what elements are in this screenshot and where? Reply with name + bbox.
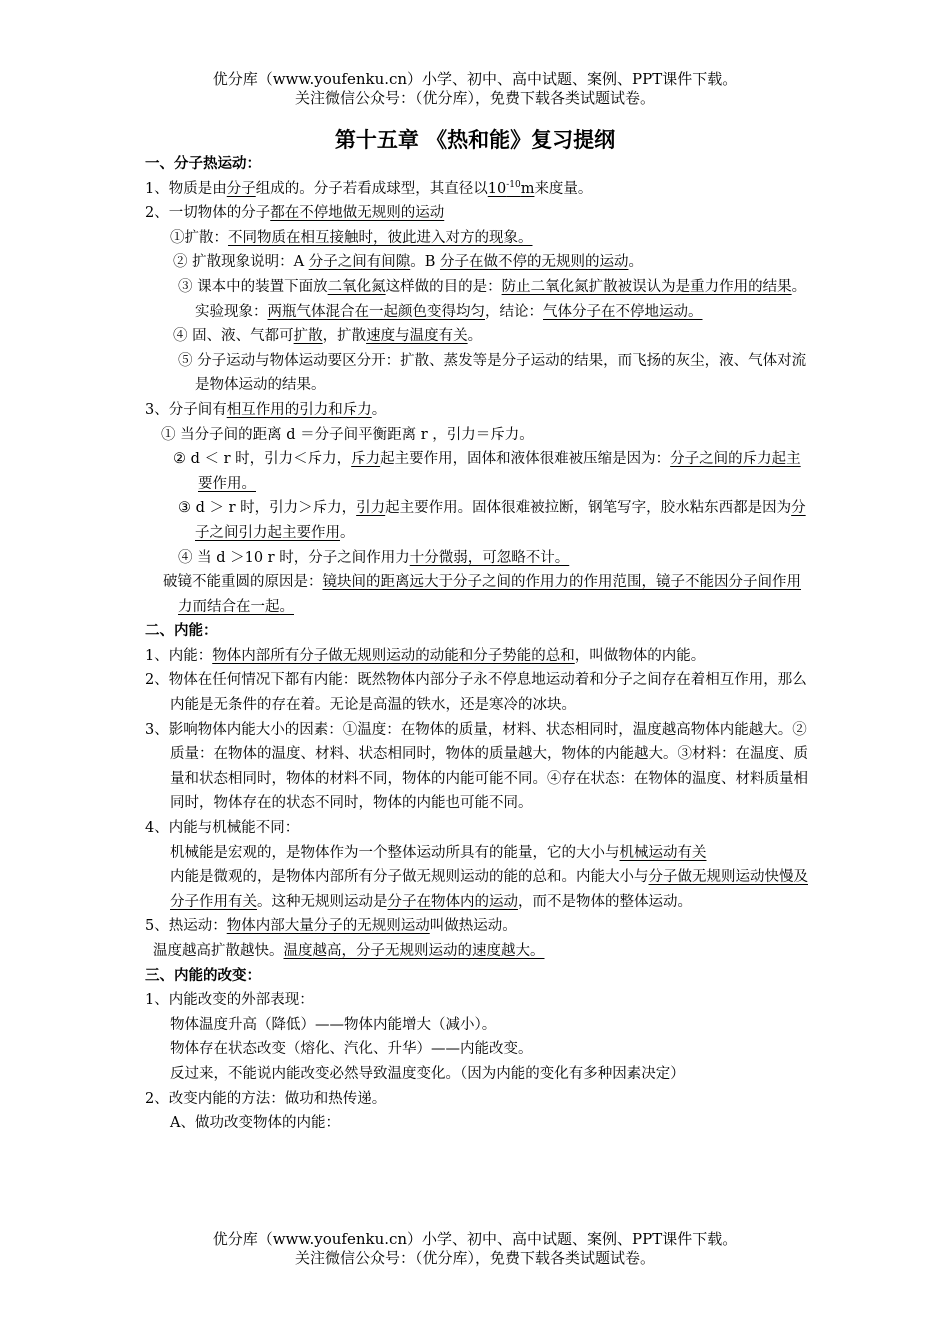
text: ④ 固、液、气都可 [173, 328, 294, 345]
text: ⑤ 分子运动与物体运动要区分开：扩散、蒸发等是分子运动的结果，而飞扬的灰尘，液、气体对流是物体运动的结果。 [178, 352, 807, 394]
paragraph [145, 914, 810, 939]
text: ③ d ＞ r 时，引力＞斥力， [178, 500, 357, 517]
text: 。B [410, 254, 440, 271]
paragraph [145, 275, 810, 324]
underlined-text [488, 181, 535, 197]
text: ，结论： [485, 303, 543, 320]
paragraph: 物体存在状态改变（熔化、汽化、升华）——内能改变。 [170, 1041, 533, 1058]
document-body [145, 152, 810, 1136]
underlined-text: 分子之间的斥力起主要作用。 [198, 451, 801, 492]
paragraph [145, 447, 810, 496]
paragraph [145, 324, 810, 349]
text: ④ 当 d ＞10 r 时，分子之间作用力 [178, 549, 410, 566]
text: 1、内能： [145, 647, 213, 664]
text: 机械能是宏观的，是物体作为一个整体运动所具有的能量，它的大小与 [170, 844, 620, 861]
text: ，而不是物体的整体运动。 [518, 893, 692, 910]
text: 内能是微观的，是物体内部所有分子做无规则运动的能的总和。内能大小与 [170, 869, 649, 886]
paragraph: 反过来，不能说内能改变必然导致温度变化。（因为内能的变化有多种因素决定） [170, 1065, 685, 1082]
underlined-text: 分子做无规则运动快慢及分子作用有关 [170, 869, 808, 910]
paragraph [145, 496, 810, 545]
paragraph: 1、内能改变的外部表现： [145, 992, 314, 1009]
paragraph [145, 177, 810, 202]
text: 起主要作用。固体很难被拉断，钢笔写字，胶水粘东西都是因为 [385, 500, 792, 517]
underlined-text: 物体内部大量分子的无规则运动 [226, 918, 430, 935]
footer-line-2: 关注微信公众号：（优分库），免费下载各类试题试卷。 [294, 1249, 655, 1267]
paragraph [145, 841, 810, 866]
text: ，扩散 [322, 328, 367, 345]
text: 。 [628, 254, 643, 271]
paragraph [145, 250, 810, 275]
underlined-text: 机械运动有关 [619, 844, 707, 861]
paragraph [145, 570, 810, 619]
underlined-text: 速度与温度有关 [366, 328, 468, 345]
paragraph [145, 349, 810, 398]
paragraph [145, 201, 810, 226]
text: 。这种无规则运动是 [257, 893, 388, 910]
header-line-1: 优分库（www.youfenku.cn）小学、初中、高中试题、案例、PPT课件下载。 [212, 70, 738, 88]
underlined-text: 分子之间有间隙 [308, 254, 411, 271]
page-header [0, 70, 950, 108]
paragraph: 物体温度升高（降低）——物体内能增大（减小）。 [170, 1016, 497, 1033]
text: 组成的。分子若看成球型，其直径以 [255, 180, 488, 197]
underlined-text: 分子 [226, 180, 256, 197]
underlined-text: 都在不停地做无规则的运动 [270, 205, 445, 222]
paragraph [145, 398, 810, 423]
text: 3、分子间有 [145, 401, 227, 418]
paragraph [145, 816, 810, 841]
text: 起主要作用，固体和液体很难被压缩是因为： [380, 451, 671, 468]
paragraph [145, 644, 810, 669]
underlined-text: 斥力 [351, 451, 381, 468]
text: ① 当分子间的距离 d ＝分子间平衡距离 r ，引力＝斥力。 [161, 426, 534, 443]
text: 温度越高扩散越快。 [153, 943, 284, 959]
underlined-text: 相互作用的引力和斥力 [226, 401, 372, 418]
text: 来度量。 [534, 180, 593, 197]
text: 1、物质是由 [145, 180, 227, 197]
text: ③ 课本中的装置下面放 [178, 278, 328, 295]
underlined-text: 镜块间的距离远大于分子之间的作用力的作用范围，镜子不能因分子间作用力而结合在一起。 [178, 574, 801, 615]
underlined-text: 分子之间引力起主要作用 [195, 500, 806, 541]
section-heading: 一、分子热运动： [145, 155, 261, 172]
underlined-text: 分子在物体内的运动 [387, 893, 518, 910]
underlined-text: 扩散 [293, 328, 323, 345]
text: 。 [340, 524, 355, 541]
underlined-text: 防止二氧化氮扩散被误认为是重力作用的结果 [501, 278, 792, 295]
text: 。 [467, 328, 483, 345]
underlined-text: 不同物质在相互接触时，彼此进入对方的现象。 [228, 229, 533, 246]
page-footer [0, 1230, 950, 1268]
header-line-2: 关注微信公众号：（优分库），免费下载各类试题试卷。 [294, 89, 655, 107]
text: ①扩散： [170, 229, 228, 246]
paragraph: A、做功改变物体的内能： [170, 1115, 340, 1132]
text: 2、物体在任何情况下都有内能：既然物体内部分子永不停息地运动着和分子之间存在着相互作用，那么内能是无条件的存在着。无论是高温的铁水，还是寒冷的冰块。 [145, 672, 807, 714]
footer-line-1: 优分库（www.youfenku.cn）小学、初中、高中试题、案例、PPT课件下载。 [212, 1230, 738, 1248]
underlined-text: 二氧化氮 [327, 278, 386, 295]
text: 。 [371, 401, 387, 418]
text: 叫做热运动。 [429, 918, 517, 935]
text: 3、影响物体内能大小的因素：①温度：在物体的质量，材料、状态相同时，温度越高物体内能越大。②质量：在物体的温度、材料、状态相同时，物体的质量越大，物体的内能越大。③材料：在温度、质量和状态相同时，物体的材料不同，物体的内能可能不同。④存在状态：在物体的温度、材料质量相同时，物体存在的状态不同时，物体的内能也可能不同。 [145, 721, 808, 812]
underlined-text: 分子在做不停的无规则的运动 [439, 254, 629, 271]
text: 10 [487, 180, 507, 197]
text: m [520, 180, 535, 197]
text: ② 扩散现象说明：A [173, 254, 309, 271]
text: 破镜不能重圆的原因是： [163, 574, 323, 591]
underlined-text: 气体分子在不停地运动。 [543, 303, 703, 320]
paragraph [145, 226, 810, 251]
underlined-text: 温度越高，分子无规则运动的速度越大。 [283, 943, 545, 959]
superscript: -10 [506, 179, 521, 190]
page-title: 第十五章 《热和能》复习提纲 [334, 127, 616, 152]
text: 5、热运动： [145, 918, 227, 935]
paragraph [145, 668, 810, 717]
underlined-text: 十分微弱，可忽略不计。 [409, 549, 570, 566]
underlined-text: 引力 [356, 500, 386, 517]
underlined-text: 物体内部所有分子做无规则运动的动能和分子势能的总和 [212, 647, 575, 664]
text: 2、一切物体的分子 [145, 205, 271, 222]
text: 这样做的目的是： [385, 278, 502, 295]
underlined-text: 两瓶气体混合在一起颜色变得均匀 [267, 303, 485, 320]
text: 4、内能与机械能不同： [145, 820, 300, 837]
paragraph [145, 546, 810, 571]
text: ② d ＜ r 时，引力＜斥力， [173, 451, 352, 468]
paragraph [145, 939, 810, 964]
paragraph [145, 423, 810, 448]
section-heading: 三、内能的改变： [145, 966, 261, 984]
paragraph [145, 718, 810, 816]
paragraph [145, 865, 810, 914]
text: ，叫做物体的内能。 [574, 647, 706, 664]
section-heading: 二、内能： [145, 622, 218, 640]
text: 。实验现象： [195, 278, 807, 320]
paragraph: 2、改变内能的方法：做功和热传递。 [145, 1090, 387, 1107]
